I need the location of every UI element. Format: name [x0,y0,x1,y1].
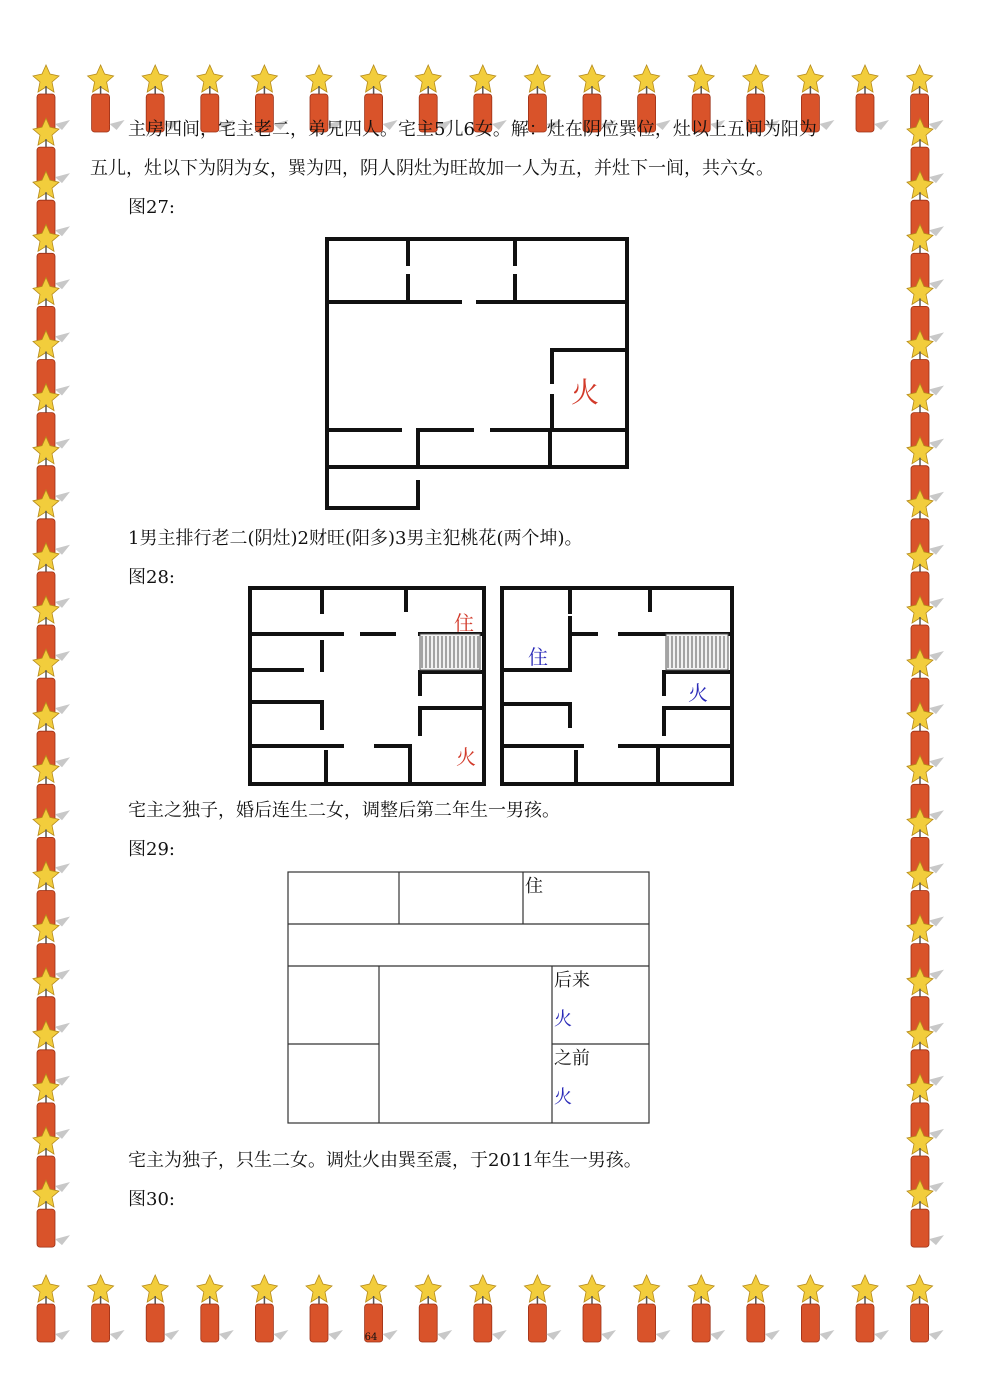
figure-28-left-floorplan [244,582,490,790]
candle-icon [33,543,70,610]
figure-30-caption: 图30: [128,1189,175,1210]
candle-icon [33,596,70,663]
candle-icon [907,437,944,504]
candle-icon [33,1180,70,1247]
candle-icon [907,331,944,398]
candle-icon [88,65,125,132]
candle-icon [797,1275,834,1342]
live-label: 住 [528,645,548,669]
candle-icon [907,1180,944,1247]
candle-icon [907,384,944,451]
candle-icon [524,1275,561,1342]
candle-icon [907,490,944,557]
candle-icon [33,1021,70,1088]
candle-icon [251,1275,288,1342]
candle-icon [33,915,70,982]
candle-icon [907,808,944,875]
candle-icon [33,649,70,716]
candle-icon [33,968,70,1035]
figure-28-caption: 图28: [128,567,175,588]
fire-label: 火 [456,745,476,769]
candle-icon [907,755,944,822]
candle-icon [33,862,70,929]
candle-icon [33,1127,70,1194]
later-fire-label: 火 [554,1009,572,1030]
candle-icon [688,1275,725,1342]
live-label: 住 [454,611,474,635]
fire-label: 火 [570,376,600,409]
page-number: 64 [364,1332,378,1343]
candle-icon [852,1275,889,1342]
candle-icon [907,171,944,238]
before-fire-label: 火 [554,1087,572,1108]
paragraph-2: 1男主排行老二(阴灶)2财旺(阳多)3男主犯桃花(两个坤)。 [128,528,583,549]
candle-icon [33,490,70,557]
candle-icon [907,1074,944,1141]
candle-icon [907,915,944,982]
candle-icon [907,277,944,344]
candle-icon [306,1275,343,1342]
figure-29-caption: 图29: [128,839,175,860]
live-label: 住 [525,876,543,897]
candle-icon [415,1275,452,1342]
candle-icon [33,755,70,822]
candle-icon [33,65,70,132]
figure-27-caption: 图27: [128,197,175,218]
candle-icon [33,384,70,451]
candle-icon [33,437,70,504]
figure-29-floorplan [284,868,654,1128]
fire-label: 火 [688,681,708,705]
candle-icon [907,1021,944,1088]
candle-icon [88,1275,125,1342]
candle-icon [907,862,944,929]
paragraph-4: 宅主为独子，只生二女。调灶火由巽至震，于2011年生一男孩。 [128,1150,642,1171]
candle-icon [33,331,70,398]
figure-28-right-floorplan [496,582,740,790]
candle-icon [33,1275,70,1342]
candle-icon [743,1275,780,1342]
candle-icon [33,808,70,875]
candle-icon [907,702,944,769]
candle-icon [33,702,70,769]
candle-icon [907,224,944,291]
paragraph-3: 宅主之独子，婚后连生二女，调整后第二年生一男孩。 [128,800,560,821]
candle-icon [907,968,944,1035]
candle-icon [579,1275,616,1342]
before-label: 之前 [554,1048,590,1069]
later-label: 后来 [554,970,590,991]
candle-icon [907,649,944,716]
candle-icon [634,1275,671,1342]
candle-icon [33,1074,70,1141]
candle-icon [907,543,944,610]
candle-icon [907,65,944,132]
figure-27-floorplan [320,232,636,514]
candle-icon [907,596,944,663]
paragraph-1-line-2: 五儿，灶以下为阴为女，巽为四，阴人阴灶为旺故加一人为五，并灶下一间，共六女。 [90,158,774,179]
candle-icon [33,277,70,344]
candle-icon [907,1275,944,1342]
candle-icon [33,224,70,291]
candle-icon [852,65,889,132]
candle-icon [33,118,70,185]
candle-icon [33,171,70,238]
candle-icon [470,1275,507,1342]
candle-icon [142,1275,179,1342]
candle-icon [197,1275,234,1342]
candle-icon [907,118,944,185]
paragraph-1-line-1: 主房四间，宅主老二，弟兄四人。宅主5儿6女。解：灶在阴位巽位，灶以上五间为阳为 [128,119,817,140]
candle-icon [907,1127,944,1194]
